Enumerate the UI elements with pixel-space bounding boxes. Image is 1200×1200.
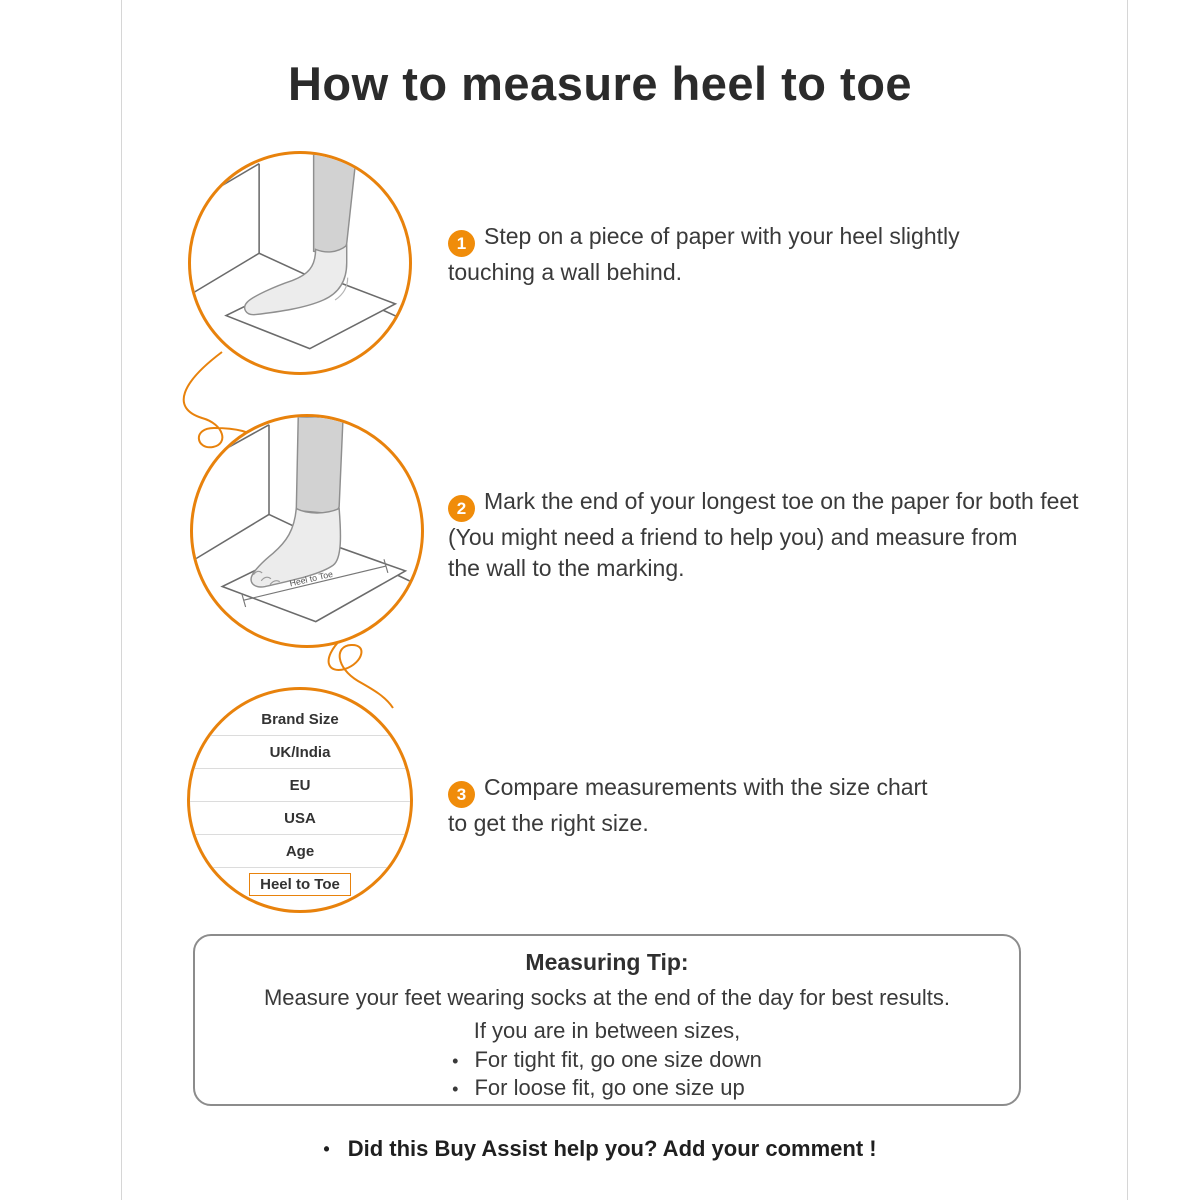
step2-number-badge: 2 [448, 495, 475, 522]
measuring-tip-box [193, 934, 1021, 1106]
leg [314, 154, 357, 255]
step3-line2: to get the right size. [448, 810, 649, 836]
bullet-dot-icon: • [452, 1051, 459, 1071]
foot-on-paper-marking-illustration [193, 417, 421, 645]
left-border-line [121, 0, 122, 1200]
tip-bullet-item [452, 1075, 762, 1101]
tip-line1: Measure your feet wearing socks at the end of the day for best results. [263, 985, 951, 1010]
step2-line1: Mark the end of your longest toe on the paper for both feet [484, 488, 1079, 514]
step2-line3: the wall to the marking. [448, 555, 685, 581]
floor-left-edge [191, 253, 259, 294]
bullet-dot-icon: • [452, 1079, 459, 1099]
tip-bullet-text-1: For tight fit, go one size down [474, 1047, 762, 1072]
size-chart-row-heel-to-toe [190, 868, 410, 900]
size-chart-row-usa: USA [190, 802, 410, 835]
wall-top-edge [193, 164, 259, 203]
tip-bullet-text-2: For loose fit, go one size up [474, 1075, 745, 1100]
tip-bullet-list [452, 1047, 762, 1101]
heel-to-toe-highlight-box: Heel to Toe [249, 873, 351, 896]
tip-line2: If you are in between sizes, [473, 1018, 741, 1043]
footer-note [0, 1136, 1200, 1162]
foot-on-paper-side-view-illustration [191, 154, 409, 372]
step1-line1: Step on a piece of paper with your heel slightly [484, 223, 960, 249]
size-chart-row-uk-india: UK/India [190, 736, 410, 769]
right-border-line [1127, 0, 1128, 1200]
step2-line2: (You might need a friend to help you) and measure from [448, 524, 1018, 550]
size-chart-rows [190, 690, 410, 900]
size-chart-row-age: Age [190, 835, 410, 868]
wall-top-edge [199, 425, 269, 464]
floor-left-edge [195, 514, 269, 559]
measure-arrow-label: Heel to Toe [288, 568, 334, 589]
footer-text: Did this Buy Assist help you? Add your comment ! [347, 1136, 877, 1161]
size-chart-row-eu: EU [190, 769, 410, 802]
tip-title: Measuring Tip: [525, 949, 689, 975]
step3-number-badge: 3 [448, 781, 475, 808]
step2-text-block [448, 486, 1108, 584]
step1-illustration-circle [188, 151, 412, 375]
bullet-dot-icon: • [323, 1139, 330, 1159]
size-chart-row-brand-size: Brand Size [190, 703, 410, 736]
leg [296, 417, 343, 513]
step2-illustration-circle [190, 414, 424, 648]
size-chart-circle [187, 687, 413, 913]
tip-bullet-item [452, 1047, 762, 1073]
step1-line2: touching a wall behind. [448, 259, 682, 285]
step3-text-block [448, 772, 968, 839]
step3-line1: Compare measurements with the size chart [484, 774, 928, 800]
step1-text-block [448, 221, 1048, 288]
step1-number-badge: 1 [448, 230, 475, 257]
page-title: How to measure heel to toe [287, 57, 913, 110]
